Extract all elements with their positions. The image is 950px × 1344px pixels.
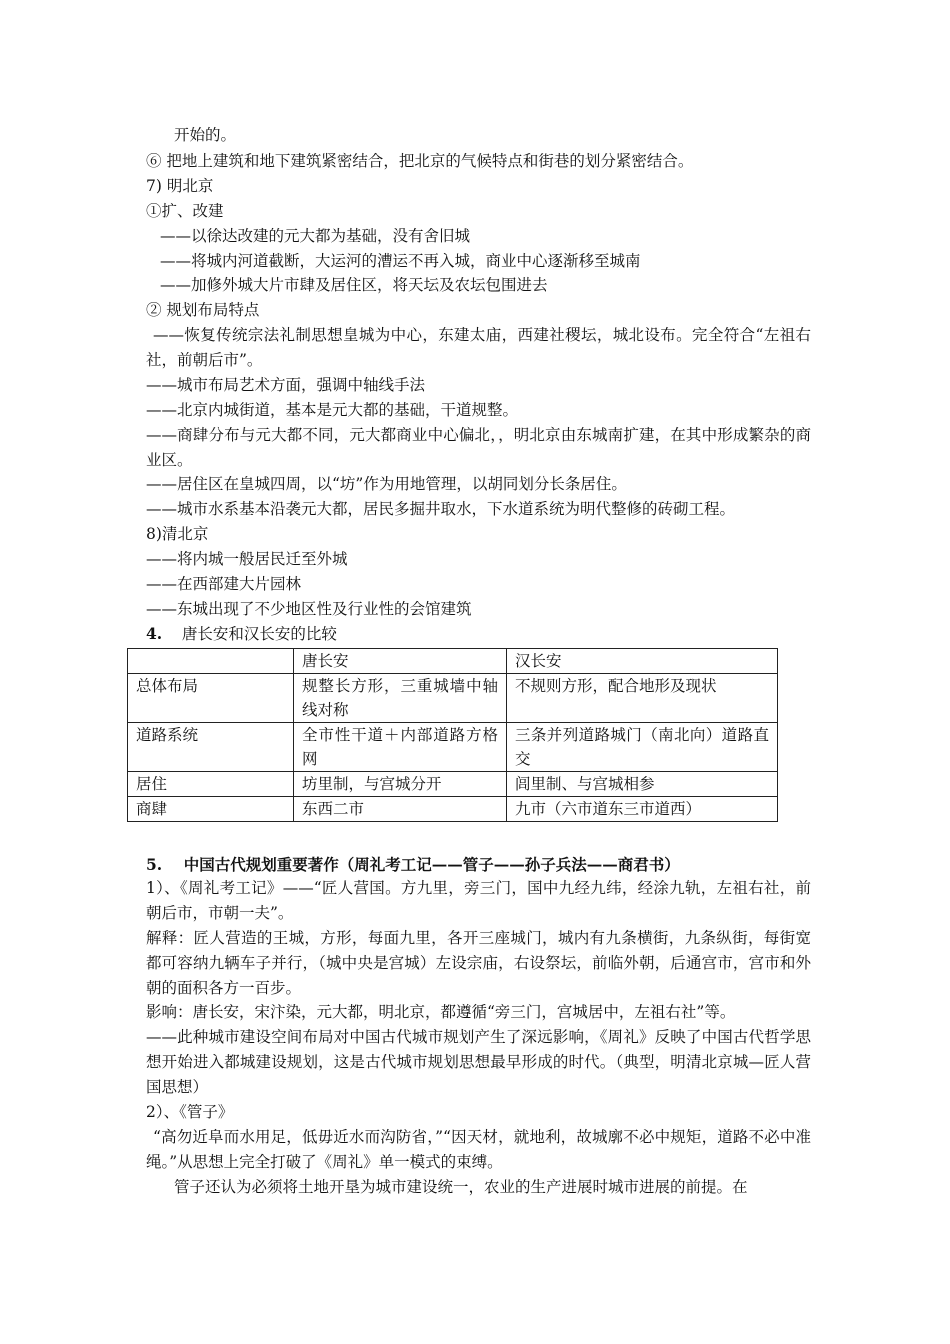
table-cell: 总体布局 [128,674,294,723]
subheading-expansion: ①扩、改建 [146,202,224,220]
subheading-guanzi: 2）、《管子》 [146,1103,234,1121]
text-line: ——北京内城街道，基本是元大都的基础，干道规整。 [146,401,519,419]
section-4-number: 4. [146,624,163,643]
table-row [128,723,778,772]
table-cell: 规整长方形，三重城墙中轴线对称 [294,674,507,723]
text-line: ——将内城一般居民迁至外城 [146,550,348,568]
text-paragraph-guanzi-quote: “高勿近阜而水用足，低毋近水而沟防省，”“因天材，就地利，故城廓不必中规矩，道路不必中准绳。”从思想上完全打破了《周礼》单一模式的束缚。 [146,1128,811,1171]
table-header-cell: 汉长安 [507,649,778,674]
table-cell: 不规则方形，配合地形及现状 [507,674,778,723]
text-line-continuation: 开始的。 [174,126,237,144]
section-5-title: 中国古代规划重要著作（周礼考工记——管子——孙子兵法——商君书） [183,855,680,874]
section-5-number: 5. [146,855,163,874]
table-row [128,772,778,797]
section-4-title: 唐长安和汉长安的比较 [181,625,337,643]
table-cell: 东西二市 [294,797,507,822]
text-line-influence: 影响：唐长安，宋汴染，元大都，明北京，都遵循“旁三门，宫城居中，左祖右社”等。 [146,1003,736,1021]
text-line: ——将城内河道截断，大运河的漕运不再入城，商业中心逐渐移至城南 [160,252,641,270]
text-paragraph: ——恢复传统宗法礼制思想皇城为中心，东建太庙，西建社稷坛，城北设布。完全符合“左祖右社，前朝后市”。 [146,326,811,369]
text-line-last: 管子还认为必须将土地开垦为城市建设统一，农业的生产进展时城市进展的前提。在 [174,1178,748,1196]
table-cell: 三条并列道路城门（南北向）道路直交 [507,723,778,772]
table-row [128,797,778,822]
subheading-layout-features: ② 规划布局特点 [146,301,260,319]
table-header-cell [128,649,294,674]
table-header-cell: 唐长安 [294,649,507,674]
text-item-6: ⑥ 把地上建筑和地下建筑紧密结合，把北京的气候特点和街巷的划分紧密结合。 [146,152,694,170]
table-header-row [128,649,778,674]
text-paragraph: ——商肆分布与元大都不同，元大都商业中心偏北，，明北京由东城南扩建，在其中形成繁杂的商业区。 [146,426,811,469]
text-line: ——东城出现了不少地区性及行业性的会馆建筑 [146,600,472,618]
table-cell: 道路系统 [128,723,294,772]
table-row [128,674,778,723]
table-cell: 居住 [128,772,294,797]
heading-ming-beijing: 7) 明北京 [146,177,214,195]
text-line: ——居住区在皇城四周，以“坊”作为用地管理，以胡同划分长条居住。 [146,475,627,493]
text-paragraph: ——此种城市建设空间布局对中国古代城市规划产生了深远影响，《周礼》反映了中国古代哲学思想开始进入都城建设规划，这是古代城市规划思想最早形成的时代。（典型，明清北京城—匠人营国思想） [146,1028,811,1096]
text-line: ——城市水系基本沿袭元大都，居民多掘井取水，下水道系统为明代整修的砖砌工程。 [146,500,736,518]
heading-qing-beijing: 8)清北京 [146,525,209,543]
text-paragraph-explanation: 解释：匠人营造的王城，方形，每面九里，各开三座城门，城内有九条横街，九条纵街，每街宽都可容纳九辆车子并行，（城中央是宫城）左设宗庙，右设祭坛，前临外朝，后通宫市，宫市和外朝的面积各方一百步。 [146,929,811,997]
table-cell: 闾里制、与宫城相参 [507,772,778,797]
comparison-table [127,648,778,822]
section-5-heading [146,852,811,877]
text-line: ——加修外城大片市肆及居住区，将天坛及农坛包围进去 [160,276,548,294]
table-cell: 全市性干道＋内部道路方格网 [294,723,507,772]
table-cell: 商肆 [128,797,294,822]
text-paragraph-zhouli: 1）、《周礼考工记》——“匠人营国。方九里，旁三门，国中九经九纬，经涂九轨，左祖右社，前朝后市，市朝一夫”。 [146,879,811,922]
text-line: ——在西部建大片园林 [146,575,302,593]
text-line: ——城市布局艺术方面，强调中轴线手法 [146,376,426,394]
table-cell: 坊里制，与宫城分开 [294,772,507,797]
text-line: ——以徐达改建的元大都为基础，没有舍旧城 [160,227,471,245]
section-4-heading [146,621,811,647]
table-cell: 九市（六市道东三市道西） [507,797,778,822]
